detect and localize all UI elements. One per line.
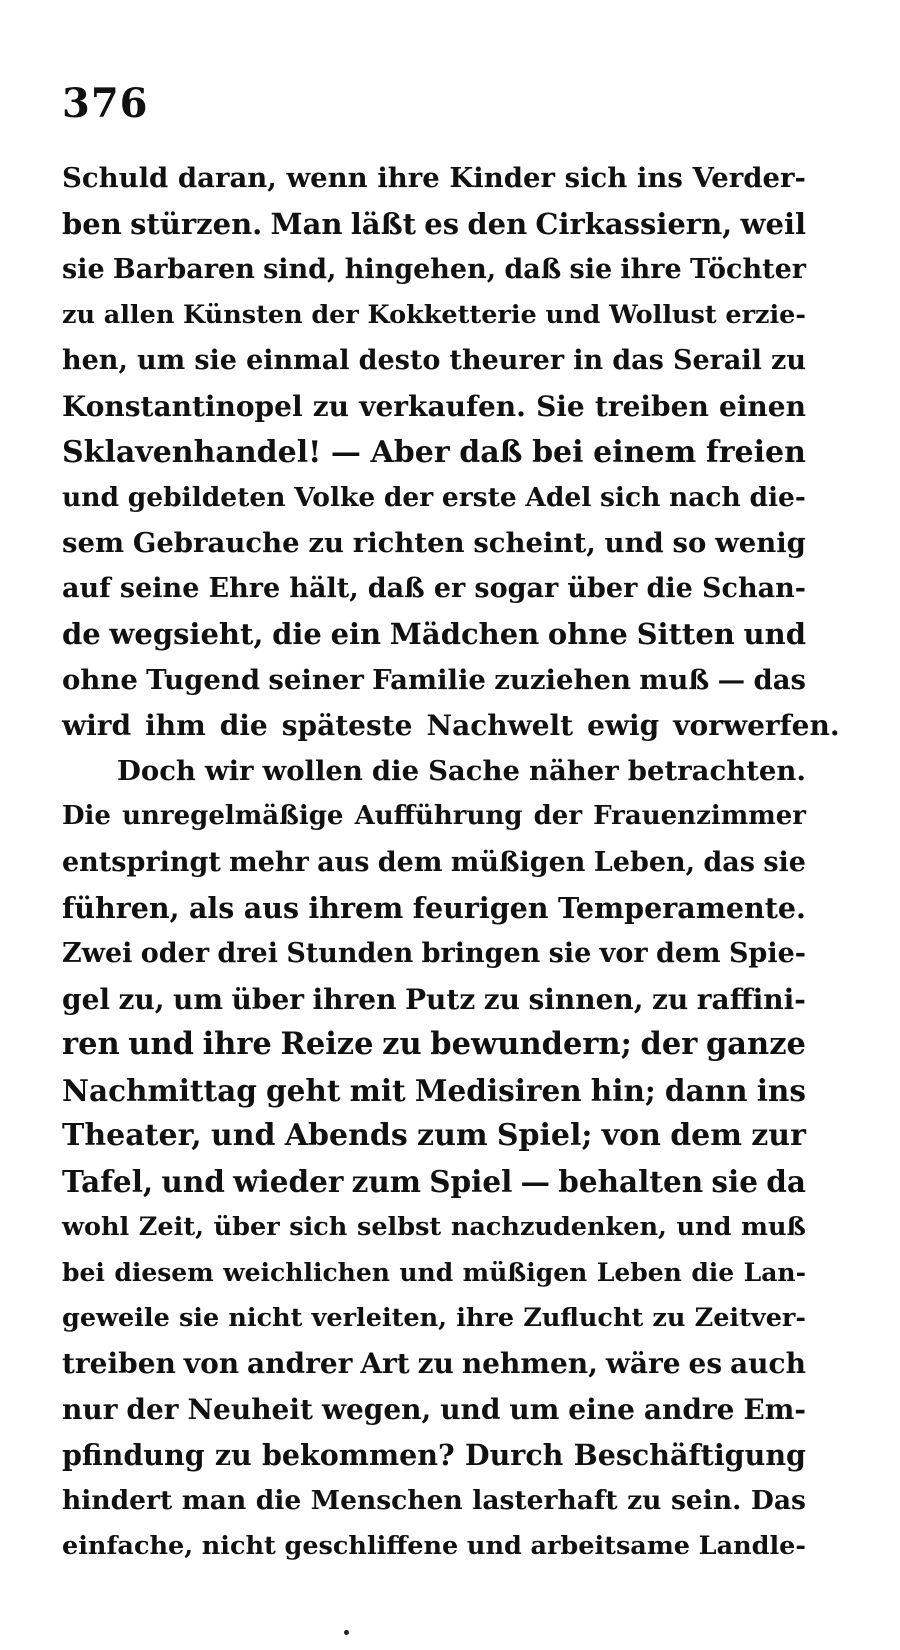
text-word: ins — [756, 1072, 806, 1108]
text-line — [62, 612, 806, 658]
text-word: andre — [643, 1393, 735, 1427]
text-word: und — [743, 616, 806, 651]
text-word: und — [545, 299, 601, 330]
text-word: ganze — [705, 1026, 806, 1063]
text-word: Schan- — [702, 573, 806, 605]
text-word: Die — [62, 801, 111, 832]
text-word: zu — [62, 299, 96, 330]
text-word: wegen, — [321, 1393, 432, 1427]
text-word: feurigen — [412, 890, 549, 925]
text-word: arbeitsame — [530, 1530, 691, 1561]
text-word: zu — [652, 1302, 686, 1333]
text-word: Putz — [404, 982, 476, 1016]
text-word: bekommen? — [261, 1437, 455, 1472]
text-line — [62, 1296, 806, 1342]
text-word: — — [520, 1164, 551, 1200]
text-word: Aber — [370, 434, 450, 470]
text-word: richten — [352, 526, 465, 559]
text-word: sem — [62, 526, 125, 559]
text-word: Leben, — [593, 846, 696, 878]
text-word: der — [533, 801, 583, 832]
text-line — [62, 1250, 806, 1296]
text-word: der — [640, 1026, 698, 1063]
body-text — [62, 156, 840, 1569]
text-word: und — [128, 1026, 194, 1063]
text-word: als — [188, 890, 235, 925]
text-line — [62, 931, 806, 977]
text-word: ihre — [620, 254, 682, 286]
text-line — [62, 247, 806, 293]
text-word: bei — [532, 434, 584, 470]
text-word: Temperamente. — [557, 890, 806, 925]
text-word: erzie- — [725, 299, 806, 330]
text-word: sie — [178, 1302, 220, 1333]
text-word: wenn — [286, 162, 368, 194]
text-word: Mädchen — [389, 616, 540, 651]
text-word: — — [330, 434, 361, 470]
text-word: treiben — [594, 389, 709, 423]
text-word: die — [255, 1485, 302, 1517]
text-word: Serail — [672, 345, 762, 377]
text-word: vor — [599, 938, 648, 970]
text-word: freien — [705, 434, 806, 470]
text-word: das — [703, 846, 755, 878]
text-word: Neuheit — [187, 1393, 313, 1427]
text-word: Nachmittag — [62, 1072, 257, 1108]
text-word: ihren — [312, 982, 397, 1016]
text-word: ewig — [587, 709, 660, 743]
text-word: einmal — [246, 345, 350, 377]
text-line — [62, 202, 806, 248]
text-line — [62, 430, 806, 476]
text-line — [62, 977, 806, 1023]
text-word: weil — [740, 206, 806, 241]
text-word: das — [753, 663, 806, 696]
text-word: Stunden — [286, 938, 414, 970]
text-line — [62, 338, 806, 384]
text-word: mit — [349, 1072, 406, 1108]
text-word: de — [62, 616, 101, 651]
text-word: dem — [377, 846, 443, 878]
text-word: Volke — [294, 482, 376, 514]
text-word: wieder — [233, 1164, 344, 1200]
text-word: Abends — [284, 1118, 408, 1154]
text-word: daß — [459, 434, 523, 470]
text-line — [62, 566, 806, 612]
text-word: treiben — [62, 1347, 176, 1381]
text-word: Zeit, — [138, 1211, 204, 1242]
text-word: bei — [62, 1258, 105, 1288]
text-line — [62, 1433, 806, 1479]
text-word: zur — [751, 1118, 806, 1154]
text-word: Sitten — [636, 616, 735, 651]
text-word: in — [573, 345, 604, 377]
text-word: ein — [330, 616, 382, 651]
text-word: einfache, — [62, 1530, 194, 1561]
text-word: zu, — [118, 982, 165, 1016]
text-word: sie — [62, 254, 105, 286]
text-word: Beschäftigung — [573, 1437, 806, 1472]
text-word: bringen — [421, 938, 541, 970]
text-word: Leben — [596, 1258, 682, 1288]
text-word: Aufführung — [354, 801, 523, 832]
text-line — [62, 1387, 806, 1433]
text-word: entspringt — [62, 846, 221, 878]
text-word: müßigen — [450, 846, 586, 878]
text-word: diesem — [114, 1258, 214, 1288]
text-word: sie — [194, 345, 237, 377]
text-word: geweile — [62, 1302, 170, 1333]
text-word: der — [311, 299, 359, 330]
text-word: es — [424, 206, 460, 241]
text-word: zum — [351, 1164, 422, 1200]
text-word: muß — [741, 1211, 806, 1242]
text-word: um — [509, 1393, 560, 1427]
text-word: geht — [266, 1072, 341, 1108]
text-word: lasterhaft — [472, 1485, 618, 1517]
text-word: nur — [62, 1393, 118, 1427]
text-word: ihre — [456, 1302, 515, 1333]
text-word: und — [62, 482, 120, 514]
text-line — [62, 521, 806, 567]
text-word: theurer — [449, 345, 565, 377]
text-word: späteste — [281, 709, 413, 743]
text-word: Barbaren — [112, 254, 255, 286]
text-word: die — [371, 754, 420, 787]
text-word: bewundern; — [430, 1026, 632, 1063]
text-word: behalten — [558, 1164, 704, 1200]
text-word: raffini- — [696, 982, 806, 1016]
text-word: daß — [367, 573, 425, 605]
text-word: dem — [670, 1118, 743, 1154]
text-word: Zwei — [62, 938, 133, 970]
text-line — [62, 1205, 806, 1251]
ink-speck — [344, 1630, 349, 1635]
text-word: hen, — [62, 345, 128, 377]
text-word: ohne — [62, 663, 138, 696]
text-word: oder — [140, 938, 210, 970]
text-word: pfindung — [62, 1437, 205, 1472]
text-word: er — [433, 573, 466, 605]
text-word: aus — [243, 890, 299, 925]
text-word: Töchter — [689, 254, 806, 286]
text-line — [62, 1478, 806, 1524]
text-word: Nachwelt — [426, 709, 574, 743]
text-word: um — [173, 982, 224, 1016]
text-word: Ehre — [208, 573, 281, 605]
text-word: näher — [528, 754, 619, 787]
text-word: seiner — [268, 663, 364, 696]
text-word: ihm — [145, 709, 206, 743]
text-word: sinnen, — [528, 982, 644, 1016]
text-line — [62, 293, 806, 339]
text-word: die — [272, 616, 322, 651]
text-word: Gebrauche — [132, 526, 300, 559]
text-line — [62, 703, 840, 749]
text-word: die — [691, 1258, 735, 1288]
text-word: hingehen, — [344, 254, 497, 286]
text-word: nicht — [201, 1530, 276, 1561]
text-word: zuziehen — [494, 663, 631, 696]
text-line — [62, 1159, 806, 1205]
text-word: nehmen, — [461, 1347, 598, 1381]
text-word: zu — [483, 982, 520, 1016]
text-word: sich — [289, 1211, 348, 1242]
text-line — [62, 1068, 806, 1114]
text-word: Spiel — [429, 1164, 513, 1200]
text-word: muß — [639, 663, 710, 696]
text-word: die- — [749, 482, 806, 514]
text-word: weichlichen — [223, 1258, 390, 1288]
text-word: den — [467, 206, 528, 241]
text-word: von — [183, 1347, 240, 1381]
text-word: aus — [317, 846, 370, 878]
text-word: Sie — [536, 389, 585, 423]
text-word: über — [567, 573, 638, 605]
text-word: ihrem — [308, 890, 404, 925]
text-word: sie — [711, 1164, 758, 1200]
text-word: über — [231, 982, 305, 1016]
text-word: nicht — [228, 1302, 303, 1333]
text-word: — — [717, 663, 746, 696]
text-word: auf — [62, 573, 111, 605]
text-word: und — [466, 1530, 522, 1561]
text-word: Doch — [117, 754, 196, 787]
text-word: Adel — [525, 482, 592, 514]
text-word: Lan- — [743, 1258, 806, 1288]
text-word: Reize — [280, 1026, 374, 1063]
text-word: ren — [62, 1026, 120, 1063]
text-word: Durch — [464, 1437, 564, 1472]
text-word: und — [161, 1164, 225, 1200]
text-word: desto — [358, 345, 441, 377]
text-word: Künsten — [183, 299, 303, 330]
text-word: wir — [204, 754, 254, 787]
text-word: wenig — [715, 526, 806, 559]
text-word: so — [672, 526, 707, 559]
text-word: sie — [763, 846, 806, 878]
text-line — [62, 156, 806, 202]
text-word: drei — [217, 938, 278, 970]
text-word: Sklavenhandel! — [62, 434, 322, 470]
text-word: und — [210, 1118, 276, 1154]
text-word: selbst — [356, 1211, 442, 1242]
text-line — [62, 1022, 806, 1068]
page-number: 376 — [62, 80, 149, 127]
text-word: Familie — [372, 663, 486, 696]
text-word: der — [126, 1393, 179, 1427]
text-word: hindert — [62, 1485, 173, 1517]
text-word: zu — [771, 345, 806, 377]
text-word: von — [601, 1118, 661, 1154]
text-word: ins — [636, 162, 683, 194]
text-word: über — [213, 1211, 280, 1242]
text-word: Tugend — [146, 663, 261, 696]
text-word: dann — [664, 1072, 748, 1108]
text-line — [62, 1524, 806, 1570]
text-word: und — [440, 1393, 501, 1427]
text-line — [62, 794, 806, 840]
text-word: wollen — [262, 754, 363, 787]
text-word: Man — [270, 206, 343, 241]
text-word: daß — [504, 254, 562, 286]
text-word: erste — [441, 482, 517, 514]
text-word: sind, — [263, 254, 337, 286]
text-word: zu — [627, 1485, 662, 1517]
text-word: scheint, — [473, 526, 596, 559]
text-word: gebildeten — [127, 482, 286, 514]
text-word: wohl — [62, 1211, 130, 1242]
text-word: nach — [668, 482, 741, 514]
text-word: Wollust — [609, 299, 717, 330]
text-word: Spiel; — [496, 1118, 593, 1154]
text-word: Kokketterie — [367, 299, 537, 330]
text-line — [62, 1113, 806, 1159]
text-word: sogar — [474, 573, 559, 605]
text-word: ihre — [377, 162, 440, 194]
text-word: Konstantinopel — [62, 389, 303, 423]
text-word: und — [399, 1258, 454, 1288]
text-word: gel — [62, 982, 111, 1016]
text-word: Schuld — [62, 162, 169, 194]
text-word: und — [676, 1211, 732, 1242]
text-word: seine — [119, 573, 200, 605]
text-word: hält, — [289, 573, 359, 605]
text-word: verkaufen. — [359, 389, 526, 423]
text-word: um — [136, 345, 186, 377]
text-word: andrer — [247, 1347, 353, 1381]
text-word: da — [766, 1164, 806, 1200]
text-word: zu — [308, 526, 344, 559]
text-word: und — [604, 526, 664, 559]
text-word: Theater, — [62, 1118, 202, 1154]
text-word: sein. — [671, 1485, 742, 1517]
text-word: zu — [652, 982, 689, 1016]
text-word: es — [688, 1347, 723, 1381]
text-word: Kinder — [449, 162, 555, 194]
text-word: zu — [312, 389, 350, 423]
text-line — [62, 475, 806, 521]
text-line — [62, 384, 806, 430]
text-word: zu — [382, 1026, 422, 1063]
text-word: vorwerfen. — [673, 709, 840, 743]
text-word: müßigen — [462, 1258, 588, 1288]
text-word: führen, — [62, 890, 180, 925]
text-word: verleiten, — [311, 1302, 448, 1333]
text-word: die — [646, 573, 693, 605]
text-word: betrachten. — [627, 754, 806, 787]
text-word: Frauenzimmer — [593, 801, 806, 832]
text-word: der — [383, 482, 434, 514]
text-word: geschliffene — [284, 1530, 459, 1561]
text-word: wäre — [605, 1347, 681, 1381]
text-line — [62, 840, 806, 886]
text-word: sie — [569, 254, 613, 286]
text-word: das — [612, 345, 664, 377]
text-word: Landle- — [698, 1530, 806, 1561]
text-word: ohne — [547, 616, 628, 651]
text-line — [62, 749, 806, 795]
text-word: stürzen. — [130, 206, 263, 241]
text-word: man — [181, 1485, 247, 1517]
text-word: auch — [730, 1347, 806, 1381]
text-word: Art — [360, 1347, 410, 1381]
text-word: unregelmäßige — [122, 801, 344, 832]
text-word: Em- — [743, 1393, 806, 1427]
text-word: sich — [599, 482, 661, 514]
text-word: die — [219, 709, 268, 743]
text-word: wegsieht, — [109, 616, 264, 651]
text-word: zum — [417, 1118, 488, 1154]
text-word: Spie- — [728, 938, 806, 970]
text-word: nachzudenken, — [450, 1211, 667, 1242]
text-word: zu — [214, 1437, 252, 1472]
text-word: Zuflucht — [523, 1302, 644, 1333]
text-line — [62, 886, 806, 932]
text-word: Verder- — [692, 162, 806, 194]
text-word: eine — [568, 1393, 635, 1427]
text-word: daran, — [177, 162, 277, 194]
text-word: sich — [564, 162, 628, 194]
text-word: Cirkassiern, — [535, 206, 733, 241]
text-word: läßt — [350, 206, 417, 241]
text-word: Sache — [428, 754, 520, 787]
text-word: allen — [103, 299, 175, 330]
text-word: Menschen — [310, 1485, 463, 1517]
text-word: ben — [62, 206, 122, 241]
text-word: mehr — [229, 846, 309, 878]
text-word: ihre — [202, 1026, 272, 1063]
text-word: Das — [750, 1485, 806, 1517]
text-word: zu — [417, 1347, 454, 1381]
text-word: einen — [718, 389, 806, 423]
text-word: hin; — [590, 1072, 656, 1108]
text-line — [62, 658, 806, 704]
text-word: Tafel, — [62, 1164, 154, 1200]
text-line — [62, 1341, 806, 1387]
text-word: dem — [655, 938, 721, 970]
text-word: sie — [548, 938, 592, 970]
text-word: Medisiren — [414, 1072, 582, 1108]
text-word: einem — [593, 434, 697, 470]
text-word: Zeitver- — [694, 1302, 806, 1333]
text-word: wird — [62, 709, 132, 743]
